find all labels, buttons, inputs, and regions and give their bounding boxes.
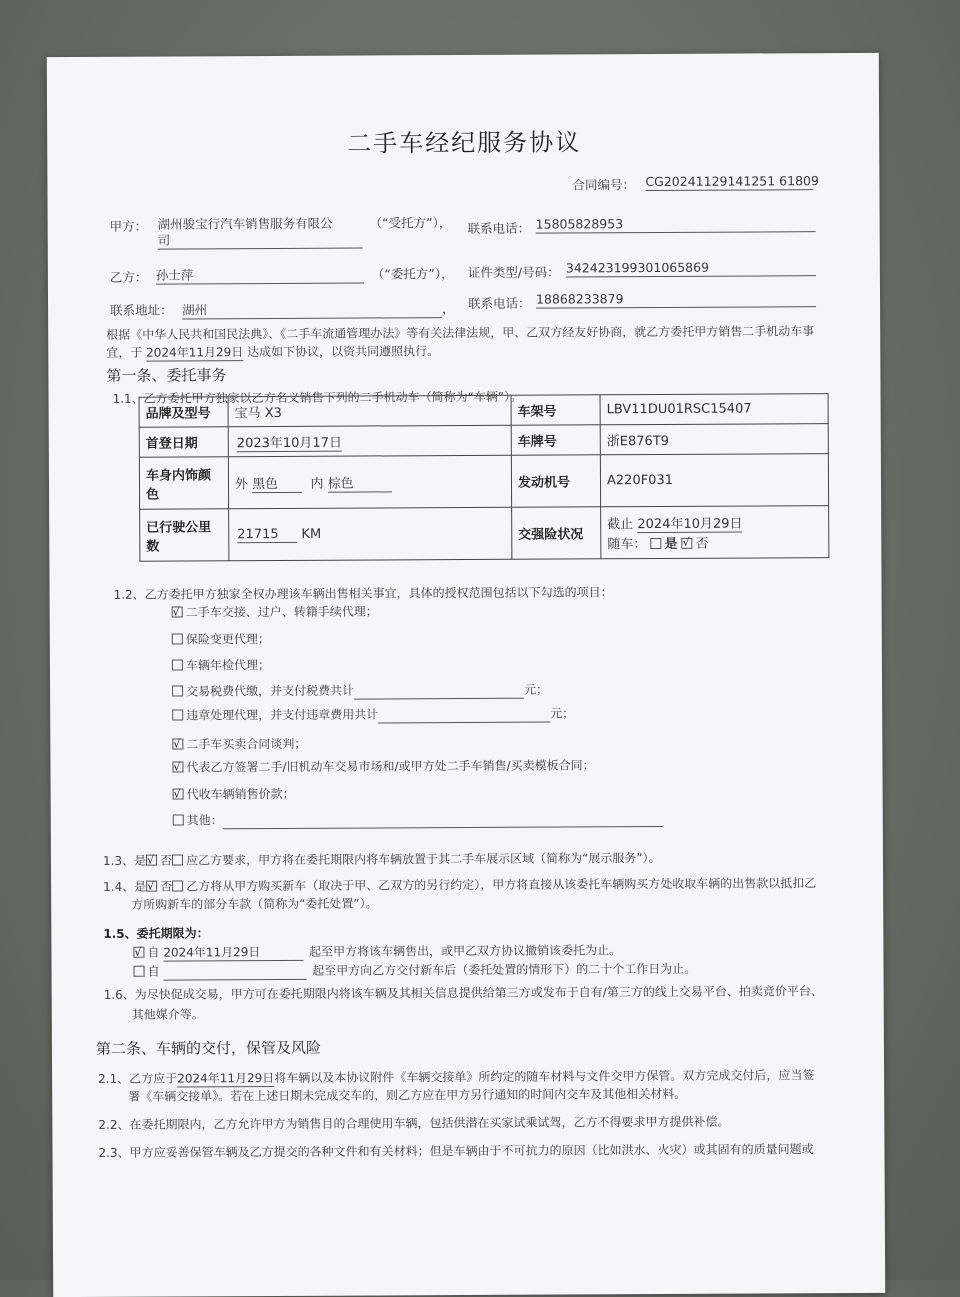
vehicle-table — [139, 393, 830, 562]
clause-1-4-yes-checkbox[interactable] — [146, 881, 157, 892]
authorization-item-label: 违章处理代理，并支付违章费用共计 — [186, 707, 379, 723]
authorization-item-blank — [223, 810, 663, 829]
clause-1-3: 1.3、是√ 否 应乙方要求，甲方将在委托期限内将车辆放置于其二手车展示区域（简称为“展示服务”）。 — [103, 850, 661, 869]
party-b-id: 342423199301065869 — [566, 259, 816, 277]
vin-label: 车架号 — [511, 395, 600, 425]
insurance-value: 截止 2024年10月29日 随车： 是 √ 否 — [601, 506, 829, 559]
clause-1-3-no-checkbox[interactable] — [172, 854, 183, 865]
party-b-phone: 18868233879 — [536, 290, 816, 308]
party-b-id-label: 证件类型/号码： — [467, 264, 560, 280]
authorization-item — [172, 705, 574, 724]
clause-1-6-line-1: 1.6、为尽快促成交易，甲方可在委托期限内将该车辆及其相关信息提供给第三方或发布于自有/第三方的线上交易平台、拍卖竞价平台、 — [103, 984, 823, 1002]
party-b-name: 孙士萍 — [156, 267, 364, 285]
party-a-phone: 15805828953 — [536, 215, 816, 233]
term-option-2-checkbox[interactable] — [134, 966, 145, 977]
authorization-item — [172, 657, 270, 674]
authorization-item-label: 二手车买卖合同谈判； — [186, 736, 307, 752]
term-option-2: 自 起至甲方向乙方交付新车后（委托处置的情形下）的二十个工作日为止。 — [134, 961, 697, 981]
authorization-item — [173, 786, 295, 803]
authorization-item-checkbox[interactable] — [172, 709, 183, 720]
brand-label: 品牌及型号 — [139, 397, 228, 427]
clause-1-2: 1.2、乙方委托甲方独家全权办理该车辆出售相关事宜，具体的授权范围包括以下勾选的项目： — [113, 585, 613, 602]
reg-date-label: 首登日期 — [139, 427, 228, 457]
authorization-item-blank — [378, 706, 550, 724]
contract-number-label: 合同编号： — [572, 177, 635, 193]
plate-value: 浙E876T9 — [600, 424, 828, 455]
clause-1-6-line-2: 其他媒介等。 — [131, 1007, 204, 1022]
authorization-item — [172, 757, 594, 775]
authorization-item — [172, 682, 548, 701]
authorization-item-checkbox[interactable] — [173, 788, 184, 799]
authorization-item-unit: 元； — [550, 706, 575, 721]
authorization-item-checkbox[interactable] — [172, 633, 183, 644]
reg-date-value: 2023年10月17日 — [228, 425, 511, 456]
authorization-item — [172, 631, 270, 648]
party-b-phone-label: 联系电话： — [468, 295, 531, 311]
clause-2-2: 2.2、在委托期限内，乙方允许甲方为销售目的合理使用车辆，包括供潜在买家试乘试驾，乙方不得要求甲方提供补偿。 — [98, 1114, 730, 1132]
document-title: 二手车经纪服务协议 — [347, 128, 582, 158]
color-label: 车身内饰颜 色 — [139, 457, 228, 509]
clause-1-4: 1.4、是√ 否 乙方将从甲方购买新车（取决于甲、乙双方的另行约定），甲方将直接从该委托车辆购买方处收取车辆的出售款以抵扣乙 — [103, 875, 816, 895]
engine-label: 发动机号 — [511, 455, 600, 507]
clause-2-1-line-1: 2.1、乙方应于2024年11月29日将车辆以及本协议附件《车辆交接单》所约定的随车材料与文件交甲方保管。双方完成交付后，应当签 — [98, 1068, 815, 1086]
authorization-item-checkbox[interactable] — [172, 606, 183, 617]
clause-1-3-yes-checkbox[interactable] — [146, 855, 157, 866]
authorization-item-label: 代收车辆销售价款； — [186, 786, 295, 802]
authorization-item-label: 其他： — [186, 813, 223, 828]
article-1-title: 第一条、委托事务 — [106, 366, 227, 385]
vin-value: LBV11DU01RSC15407 — [600, 394, 828, 425]
party-a-name: 湖州骏宝行汽车销售服务有限公 司 — [158, 216, 363, 250]
party-a-role: （“受托方”）， — [369, 215, 452, 231]
article-2-title: 第二条、车辆的交付，保管及风险 — [95, 1038, 322, 1058]
contract-paper — [47, 53, 885, 1297]
mileage-label: 已行驶公里 数 — [140, 509, 229, 561]
authorization-item-checkbox[interactable] — [172, 761, 183, 772]
intro-line-2: 宜，于 2024年11月29日 达成如下协议，以资共同遵照执行。 — [106, 344, 440, 360]
party-a-phone-label: 联系电话： — [467, 220, 531, 236]
authorization-item-label: 代表乙方签署二手/旧机动车交易市场和/或甲方处二手车销售/买卖模板合同； — [186, 758, 595, 775]
authorization-item-checkbox[interactable] — [173, 814, 184, 825]
authorization-item-label: 保险变更代理； — [185, 632, 270, 647]
authorization-item-label: 车辆年检代理； — [185, 658, 270, 673]
engine-value: A220F031 — [600, 454, 828, 507]
authorization-item-checkbox[interactable] — [172, 685, 183, 696]
authorization-item-blank — [354, 682, 524, 700]
party-b-label: 乙方： — [109, 269, 148, 285]
party-b-role: （“委托方”）， — [371, 266, 454, 282]
clause-2-1-line-2: 署《车辆交接单》。若在上述日期未完成交车的，则乙方应在甲方另行通知的时间内交车及其他相关材料。 — [128, 1086, 687, 1104]
party-a-label: 甲方： — [109, 218, 148, 234]
insurance-no-checkbox[interactable] — [682, 538, 693, 549]
color-value: 外 黑色 内 棕色 — [228, 455, 511, 508]
insurance-label: 交强险状况 — [512, 507, 601, 559]
clause-1-5-title: 1.5、委托期限为： — [103, 926, 209, 941]
insurance-yes-checkbox[interactable] — [650, 538, 661, 549]
authorization-item-checkbox[interactable] — [172, 659, 183, 670]
clause-1-4-no-checkbox[interactable] — [172, 880, 183, 891]
term-option-1-checkbox[interactable] — [133, 947, 144, 958]
authorization-item-label: 二手车交接、过户、转籍手续代理； — [185, 604, 378, 620]
party-b-address-label: 联系地址： — [110, 302, 173, 318]
clause-2-3: 2.3、甲方应妥善保管车辆及乙方提交的各种文件和有关材料；但是车辆由于不可抗力的原因（比如洪水、火灾）或其固有的质量问题或 — [98, 1142, 814, 1160]
clause-1-4-line-2: 方所购新车的部分车款（简称为“委托处置”）。 — [131, 896, 378, 912]
mileage-value: 21715 KM — [229, 507, 512, 560]
party-b-address: 湖州 ， — [182, 301, 455, 318]
term-option-1: √自 2024年11月29日 起至甲方将该车辆售出，或甲乙双方协议撤销该委托为止。 — [133, 942, 621, 962]
brand-value: 宝马 X3 — [228, 395, 511, 426]
authorization-item — [172, 603, 378, 620]
authorization-item-unit: 元； — [524, 682, 549, 697]
clause-1-1: 1.1、乙方委托甲方独家以乙方名义销售下列的二手机动车（简称为“车辆”）。 — [112, 389, 523, 406]
plate-label: 车牌号 — [511, 425, 600, 455]
authorization-item — [172, 736, 306, 753]
authorization-item-label: 交易税费代缴，并支付税费共计 — [186, 683, 355, 699]
intro-line-1: 根据《中华人民共和国民法典》、《二手车流通管理办法》等有关法律法规，甲、乙双方经友好协商，就乙方委托甲方销售二手机动车事 — [106, 324, 815, 342]
authorization-item — [173, 810, 663, 830]
authorization-item-checkbox[interactable] — [172, 738, 183, 749]
contract-number: CG20241129141251 61809 — [645, 173, 819, 190]
